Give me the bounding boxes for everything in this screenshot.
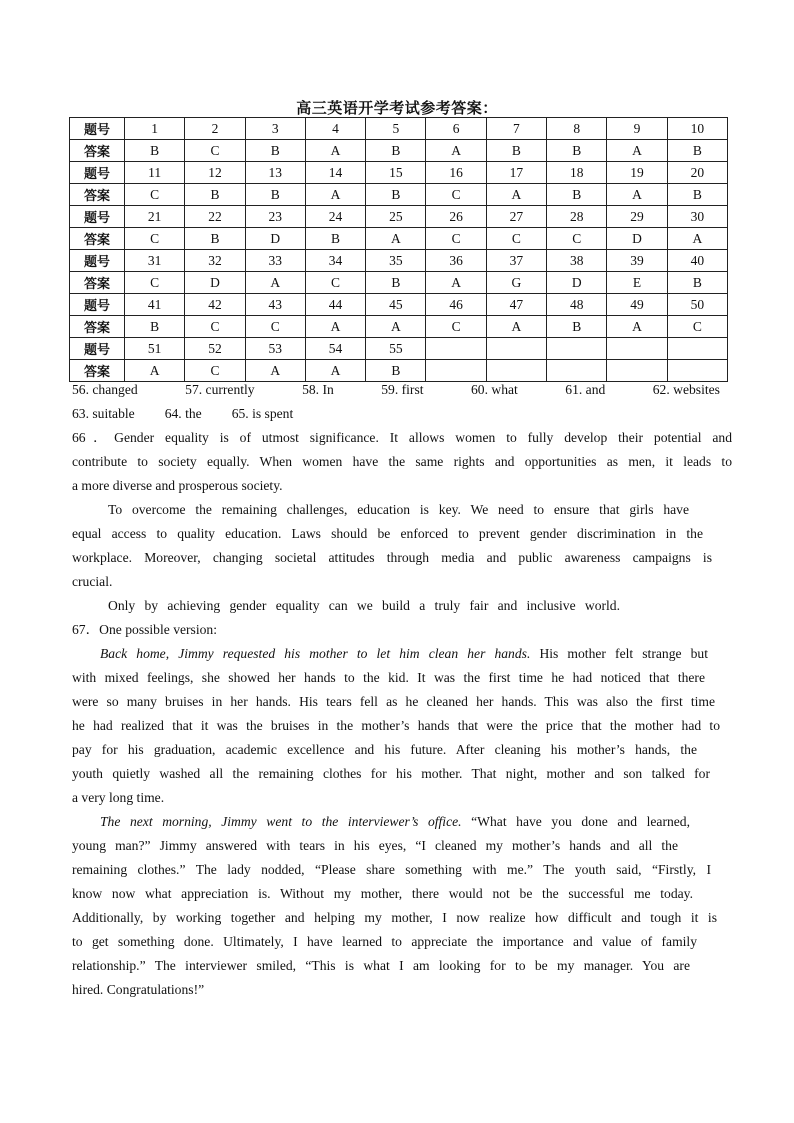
answer-letter-cell: A (486, 184, 546, 206)
row-label-question: 题号 (70, 162, 125, 184)
question-number-cell: 4 (305, 118, 365, 140)
question-number-cell: 34 (305, 250, 365, 272)
answer-letter-cell: B (486, 140, 546, 162)
question-number-cell: 37 (486, 250, 546, 272)
answer-letter-cell: B (305, 228, 365, 250)
question-number-cell: 54 (305, 338, 365, 360)
question-number-cell: 40 (667, 250, 727, 272)
answer-letter-cell: B (245, 184, 305, 206)
question-number-row (70, 206, 728, 228)
q67-line (100, 645, 708, 663)
question-number-cell: 27 (486, 206, 546, 228)
answer-letter-cell: A (366, 316, 426, 338)
question-number-cell: 29 (607, 206, 667, 228)
answer-letter-cell (426, 360, 486, 382)
fill-answer: 62. websites (652, 382, 720, 397)
answer-letter-cell: B (185, 184, 245, 206)
row-label-question: 题号 (70, 294, 125, 316)
answer-letter-cell: D (607, 228, 667, 250)
answer-letter-cell: B (366, 184, 426, 206)
answer-letter-cell: B (185, 228, 245, 250)
question-number-cell: 16 (426, 162, 486, 184)
row-label-answer: 答案 (70, 316, 125, 338)
answer-table (69, 117, 728, 382)
question-number-cell: 51 (125, 338, 185, 360)
row-label-answer: 答案 (70, 228, 125, 250)
question-number-cell: 20 (667, 162, 727, 184)
answer-letter-cell: C (185, 316, 245, 338)
question-number-cell (607, 338, 667, 360)
q67-line: he had realized that it was the bruises in the mother’s hands that were the price that the mother had to (72, 718, 720, 733)
answer-letter-cell: B (245, 140, 305, 162)
answer-letter-cell: A (245, 272, 305, 294)
answer-letter-cell (547, 360, 607, 382)
question-number-cell: 43 (245, 294, 305, 316)
q67-line: a very long time. (72, 790, 165, 805)
question-number-cell: 35 (366, 250, 426, 272)
answer-letter-cell: A (607, 184, 667, 206)
answer-letter-cell: C (547, 228, 607, 250)
q67-heading: 67．One possible version: (72, 622, 217, 637)
question-number-cell: 13 (245, 162, 305, 184)
question-number-cell: 17 (486, 162, 546, 184)
question-number-cell: 9 (607, 118, 667, 140)
answer-row (70, 140, 728, 162)
row-label-answer: 答案 (70, 140, 125, 162)
question-number-row (70, 118, 728, 140)
answer-letter-cell: B (547, 184, 607, 206)
answer-letter-cell: B (667, 272, 727, 294)
answer-letter-cell (667, 360, 727, 382)
answer-letter-cell: A (607, 140, 667, 162)
answer-row (70, 272, 728, 294)
question-number-cell: 7 (486, 118, 546, 140)
q66-line: a more diverse and prosperous society. (72, 478, 283, 493)
q67-line: to get something done. Ultimately, I have learned to appreciate the importance and value of family (72, 934, 697, 949)
answer-letter-cell: B (366, 140, 426, 162)
answer-letter-cell: C (125, 184, 185, 206)
answer-letter-cell: B (125, 316, 185, 338)
question-number-cell: 42 (185, 294, 245, 316)
q66-line: contribute to society equally. When women have the same rights and opportunities as men, it leads to (72, 454, 732, 469)
fill-answer: 61. and (565, 382, 606, 397)
question-number-cell: 39 (607, 250, 667, 272)
q66-line: Only by achieving gender equality can we build a truly fair and inclusive world. (108, 598, 620, 613)
question-number-cell: 8 (547, 118, 607, 140)
q67-given-opening: The next morning, Jimmy went to the interviewer’s office. (100, 814, 462, 829)
question-number-cell: 2 (185, 118, 245, 140)
question-number-cell: 18 (547, 162, 607, 184)
row-label-answer: 答案 (70, 272, 125, 294)
row-label-answer: 答案 (70, 184, 125, 206)
q66-line: To overcome the remaining challenges, education is key. We need to ensure that girls have (108, 502, 689, 517)
fill-answers-row-1 (72, 381, 720, 399)
question-number-cell: 15 (366, 162, 426, 184)
answer-letter-cell: C (125, 272, 185, 294)
question-number-cell: 10 (667, 118, 727, 140)
answer-letter-cell: B (667, 184, 727, 206)
answer-letter-cell: A (667, 228, 727, 250)
question-number-row (70, 294, 728, 316)
answer-row (70, 184, 728, 206)
q66-line: workplace. Moreover, changing societal attitudes through media and public awareness campaigns is (72, 550, 712, 565)
answer-letter-cell: B (366, 272, 426, 294)
question-number-cell: 36 (426, 250, 486, 272)
answer-letter-cell: C (426, 184, 486, 206)
question-number-cell: 21 (125, 206, 185, 228)
question-number-cell (667, 338, 727, 360)
fill-answer: 65. is spent (231, 406, 294, 421)
fill-answer: 63. suitable (72, 406, 135, 421)
q67-line: pay for his graduation, academic excellence and his future. After cleaning his mother’s hands, the (72, 742, 697, 757)
answer-letter-cell: A (305, 184, 365, 206)
question-number-cell: 28 (547, 206, 607, 228)
fill-answers-row-2 (72, 405, 732, 423)
q67-line: know now what appreciation is. Without my mother, there would not be the successful me today. (72, 886, 693, 901)
q67-line: remaining clothes.” The lady nodded, “Please share something with me.” The youth said, “Firstly, I (72, 862, 711, 877)
question-number-cell: 24 (305, 206, 365, 228)
question-number-cell: 6 (426, 118, 486, 140)
row-label-question: 题号 (70, 338, 125, 360)
answer-letter-cell: A (245, 360, 305, 382)
answer-letter-cell: C (185, 140, 245, 162)
question-number-cell: 44 (305, 294, 365, 316)
fill-answer: 64. the (164, 406, 202, 421)
q67-line: were so many bruises in her hands. His tears fell as he cleaned her hands. This was also the first time (72, 694, 715, 709)
question-number-cell: 14 (305, 162, 365, 184)
question-number-cell: 22 (185, 206, 245, 228)
question-number-cell: 1 (125, 118, 185, 140)
question-number-cell: 19 (607, 162, 667, 184)
row-label-answer: 答案 (70, 360, 125, 382)
question-number-cell: 47 (486, 294, 546, 316)
q67-line (100, 813, 690, 831)
row-label-question: 题号 (70, 118, 125, 140)
q66-line: crucial. (72, 574, 113, 589)
answer-letter-cell: A (305, 316, 365, 338)
question-number-cell: 23 (245, 206, 305, 228)
question-number-row (70, 338, 728, 360)
answer-letter-cell: C (305, 272, 365, 294)
q66-line: equal access to quality education. Laws should be enforced to prevent gender discrimination in the (72, 526, 703, 541)
answer-letter-cell: A (426, 140, 486, 162)
q67-line: Additionally, by working together and helping my mother, I now realize how difficult and tough it is (72, 910, 717, 925)
answer-letter-cell: A (486, 316, 546, 338)
page-title: 高三英语开学考试参考答案： (296, 99, 498, 117)
q67-line: relationship.” The interviewer smiled, “This is what I am looking for to be my manager. You are (72, 958, 690, 973)
question-number-cell (426, 338, 486, 360)
fill-answer: 58. In (302, 382, 334, 397)
question-number-cell (486, 338, 546, 360)
answer-letter-cell: B (547, 316, 607, 338)
answer-letter-cell: C (245, 316, 305, 338)
question-number-cell: 46 (426, 294, 486, 316)
question-number-cell: 45 (366, 294, 426, 316)
q67-line: youth quietly washed all the remaining clothes for his mother. That night, mother and son talked for (72, 766, 710, 781)
question-number-cell (547, 338, 607, 360)
question-number-cell: 49 (607, 294, 667, 316)
row-label-question: 题号 (70, 250, 125, 272)
answer-letter-cell: B (366, 360, 426, 382)
question-number-cell: 12 (185, 162, 245, 184)
question-number-cell: 52 (185, 338, 245, 360)
fill-answer: 59. first (381, 382, 424, 397)
answer-letter-cell: D (185, 272, 245, 294)
answer-letter-cell: A (305, 360, 365, 382)
question-number-cell: 33 (245, 250, 305, 272)
row-label-question: 题号 (70, 206, 125, 228)
fill-answer: 56. changed (72, 382, 138, 397)
question-number-cell: 5 (366, 118, 426, 140)
question-number-cell: 41 (125, 294, 185, 316)
question-number-cell: 38 (547, 250, 607, 272)
q67-text: His mother felt strange but (530, 646, 708, 661)
answer-row (70, 316, 728, 338)
answer-letter-cell: B (667, 140, 727, 162)
answer-letter-cell (607, 360, 667, 382)
answer-letter-cell: C (185, 360, 245, 382)
answer-letter-cell: A (607, 316, 667, 338)
q67-line: hired. Congratulations!” (72, 982, 205, 997)
answer-row (70, 228, 728, 250)
question-number-cell: 55 (366, 338, 426, 360)
answer-letter-cell: B (547, 140, 607, 162)
question-number-cell: 3 (245, 118, 305, 140)
answer-letter-cell: C (667, 316, 727, 338)
q66-line: 66．Gender equality is of utmost significance. It allows women to fully develop their potential and (72, 430, 732, 445)
question-number-cell: 25 (366, 206, 426, 228)
answer-letter-cell: A (125, 360, 185, 382)
q67-given-opening: Back home, Jimmy requested his mother to let him clean her hands. (100, 646, 531, 661)
fill-answer: 60. what (470, 382, 518, 397)
question-number-cell: 50 (667, 294, 727, 316)
answer-row (70, 360, 728, 382)
answer-letter-cell: C (486, 228, 546, 250)
answer-letter-cell: A (366, 228, 426, 250)
answer-letter-cell: B (125, 140, 185, 162)
answer-letter-cell: D (245, 228, 305, 250)
question-number-cell: 48 (547, 294, 607, 316)
answer-letter-cell: E (607, 272, 667, 294)
question-number-cell: 11 (125, 162, 185, 184)
question-number-cell: 53 (245, 338, 305, 360)
question-number-cell: 26 (426, 206, 486, 228)
fill-answer: 57. currently (185, 382, 255, 397)
answer-letter-cell: G (486, 272, 546, 294)
answer-letter-cell: C (426, 228, 486, 250)
q67-line: young man?” Jimmy answered with tears in his eyes, “I cleaned my mother’s hands and all the (72, 838, 678, 853)
q67-text: “What have you done and learned, (461, 814, 690, 829)
question-number-cell: 31 (125, 250, 185, 272)
q67-line: with mixed feelings, she showed her hands to the kid. It was the first time he had noticed that there (72, 670, 705, 685)
answer-letter-cell: D (547, 272, 607, 294)
answer-letter-cell (486, 360, 546, 382)
question-number-row (70, 250, 728, 272)
answer-letter-cell: A (305, 140, 365, 162)
question-number-row (70, 162, 728, 184)
answer-letter-cell: A (426, 272, 486, 294)
answer-letter-cell: C (125, 228, 185, 250)
question-number-cell: 32 (185, 250, 245, 272)
question-number-cell: 30 (667, 206, 727, 228)
answer-letter-cell: C (426, 316, 486, 338)
